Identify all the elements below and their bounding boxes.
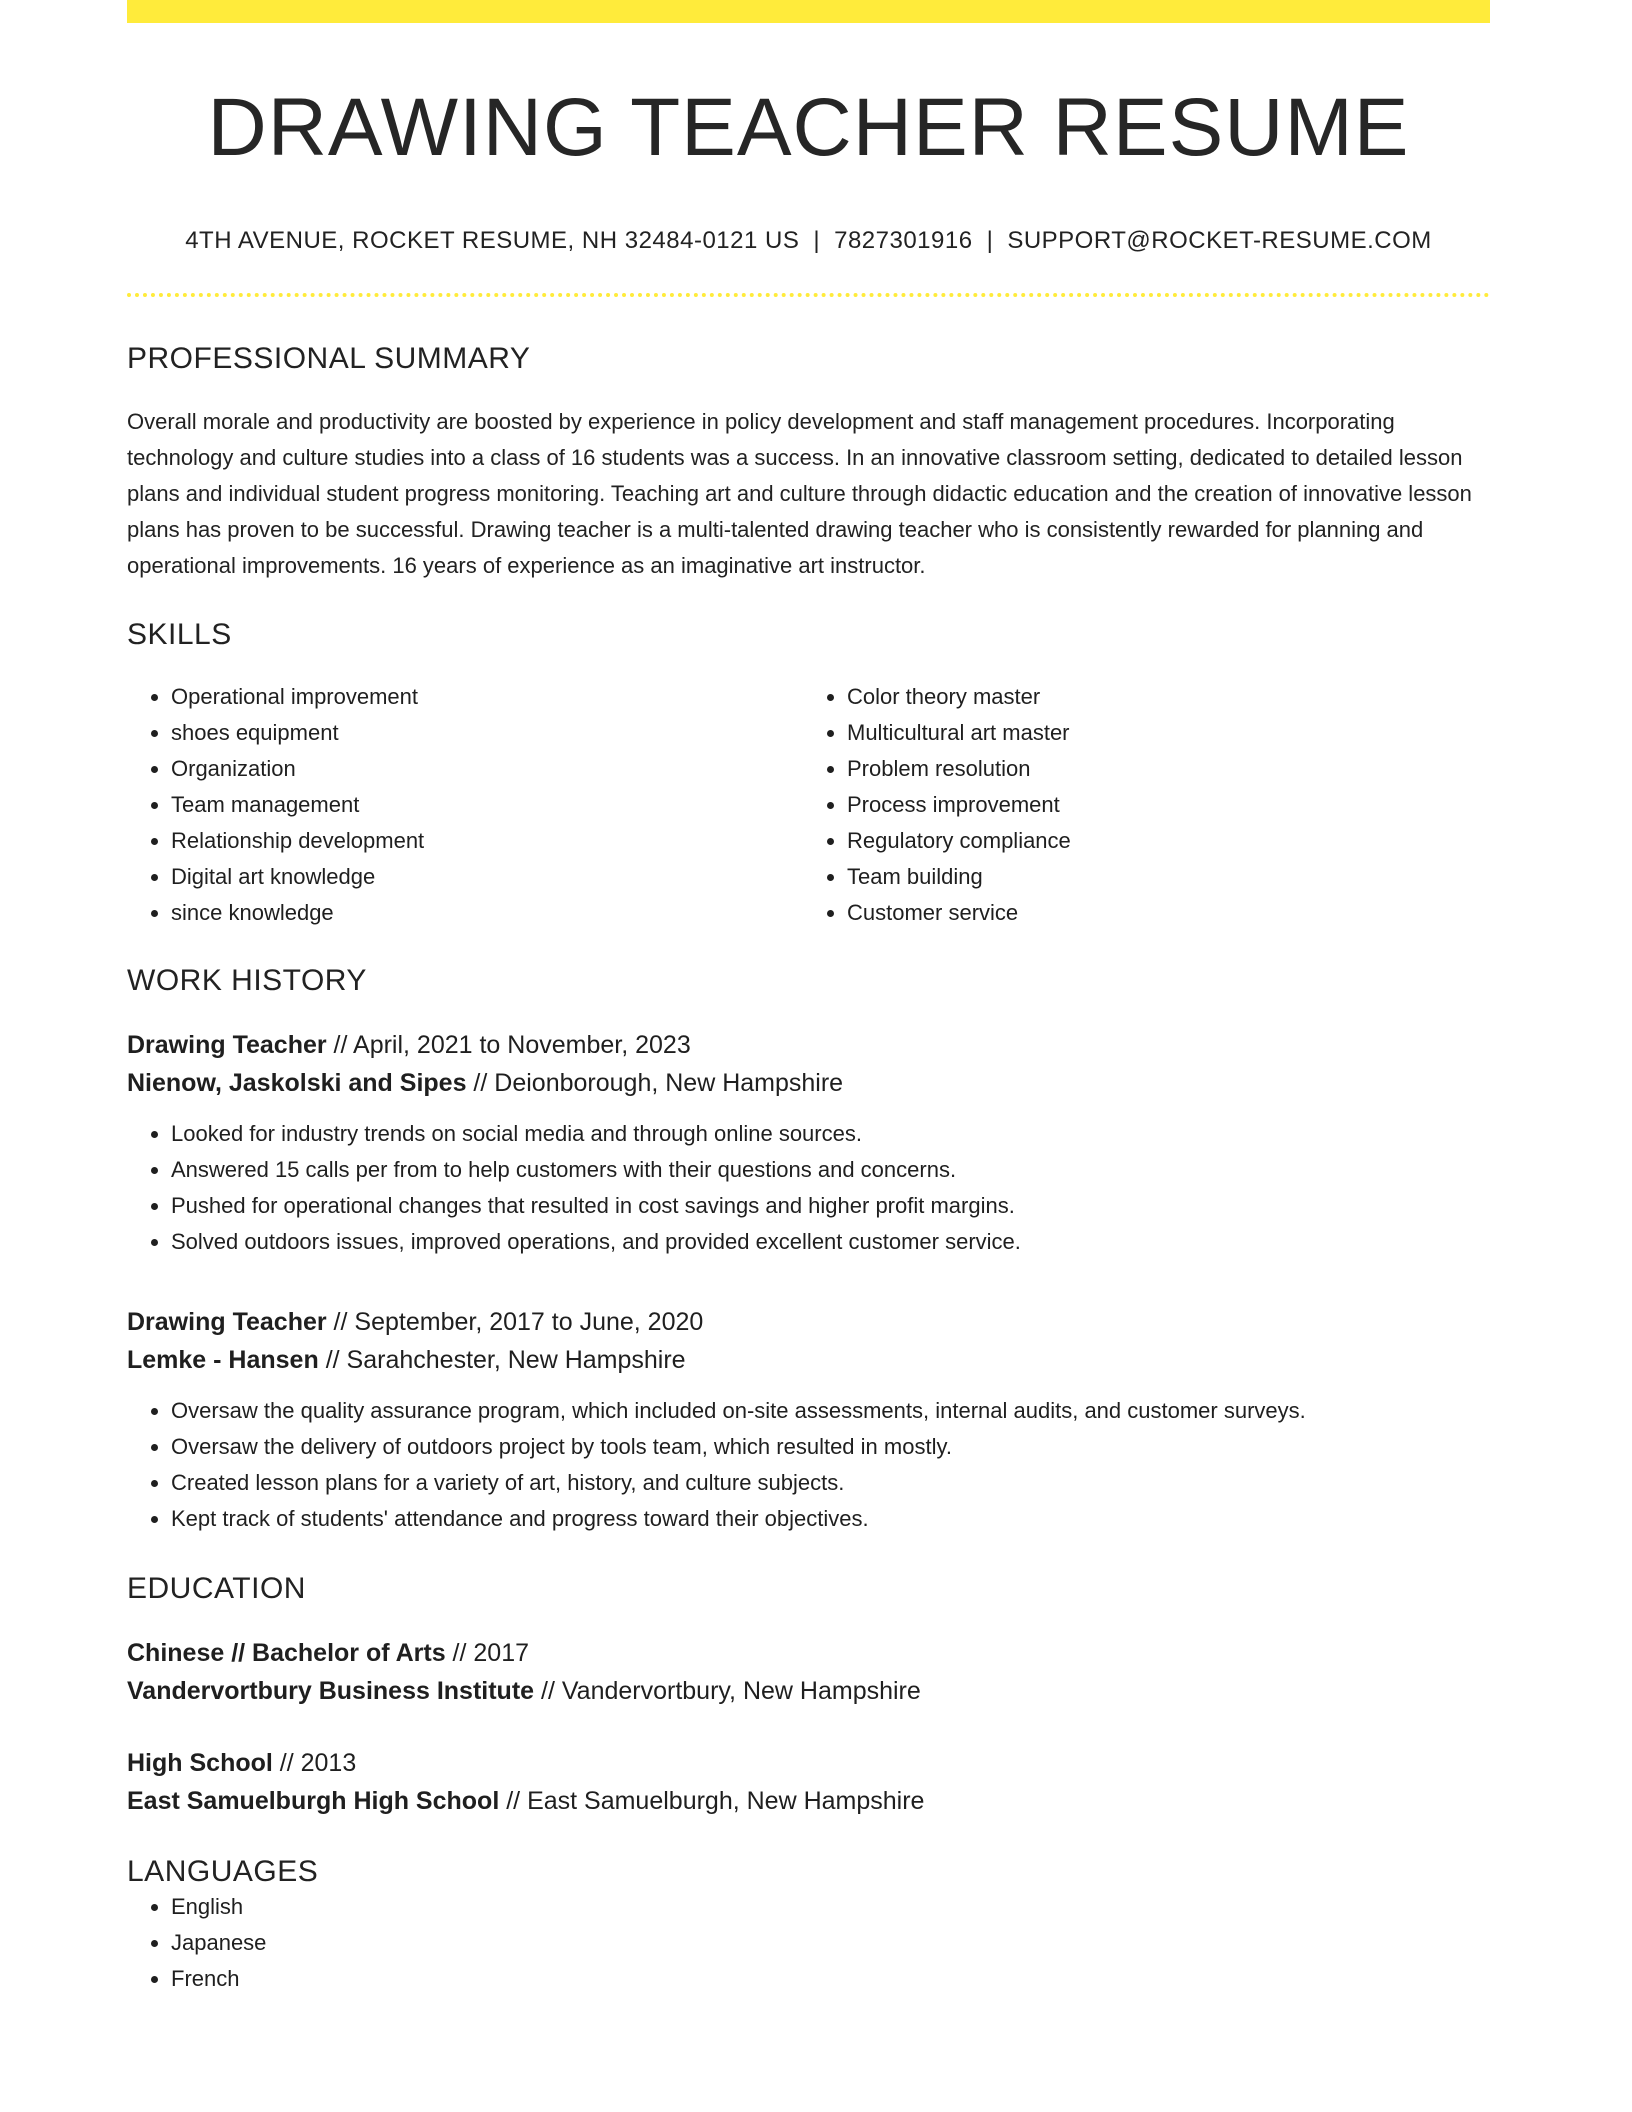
skill-item: • Organization	[171, 751, 799, 787]
resume-page	[127, 0, 1490, 1997]
job-company-line: Lemke - Hansen // Sarahchester, New Hampshire	[127, 1346, 686, 1374]
education-school: East Samuelburgh High School	[127, 1787, 500, 1815]
education-degree: Chinese // Bachelor of Arts	[127, 1639, 446, 1667]
education-school-line: Vandervortbury Business Institute // Vandervortbury, New Hampshire	[127, 1677, 921, 1705]
contact-separator: |	[986, 227, 994, 254]
languages-heading: LANGUAGES	[127, 1855, 319, 1888]
job-dates: April, 2021 to November, 2023	[353, 1031, 691, 1059]
contact-phone: 7827301916	[834, 227, 973, 254]
skills-list-left	[127, 679, 799, 931]
education-school: Vandervortbury Business Institute	[127, 1677, 535, 1705]
skill-item: • Regulatory compliance	[847, 823, 1475, 859]
education-heading: EDUCATION	[127, 1572, 306, 1605]
skill-item: • Problem resolution	[847, 751, 1475, 787]
job-company-line: Nienow, Jaskolski and Sipes // Deionborough, New Hampshire	[127, 1069, 844, 1097]
skill-item: • Team management	[171, 787, 799, 823]
job-company: Nienow, Jaskolski and Sipes	[127, 1069, 467, 1097]
job-location: Deionborough, New Hampshire	[494, 1069, 844, 1097]
skills-columns	[127, 679, 1490, 931]
education-entry	[127, 1634, 1490, 1710]
resume-title: DRAWING TEACHER RESUME	[207, 82, 1410, 173]
summary-text: Overall morale and productivity are boosted by experience in policy development and staff management procedures. Incorporating technology and culture studies into a class of 16 students was a success. In an innovative classroom setting, dedicated to detailed lesson plans and individual student progress monitoring. Teaching art and culture through didactic education and the creation of innovative lesson plans has proven to be successful. Drawing teacher is a multi-talented drawing teacher who is consistently rewarded for planning and operational improvements. 16 years of experience as an imaginative art instructor.	[127, 409, 1472, 578]
skill-item: • Team building	[847, 859, 1475, 895]
education-year: 2013	[300, 1749, 357, 1777]
contact-line	[127, 227, 1490, 255]
job-title: Drawing Teacher	[127, 1031, 327, 1059]
education-location: Vandervortbury, New Hampshire	[561, 1677, 921, 1705]
skill-item: • Relationship development	[171, 823, 799, 859]
contact-address: 4TH AVENUE, ROCKET RESUME, NH 32484-0121 US	[185, 227, 800, 254]
skill-item: • Color theory master	[847, 679, 1475, 715]
job-bullet: • Answered 15 calls per from to help customers with their questions and concerns.	[171, 1152, 1490, 1188]
job-bullet: • Created lesson plans for a variety of art, history, and culture subjects.	[171, 1465, 1490, 1501]
job-bullet: • Looked for industry trends on social media and through online sources.	[171, 1116, 1490, 1152]
job-bullets	[127, 1393, 1490, 1537]
skills-heading: SKILLS	[127, 618, 232, 651]
job-entry	[127, 1303, 1490, 1537]
skill-item: • shoes equipment	[171, 715, 799, 751]
education-degree-line: Chinese // Bachelor of Arts // 2017	[127, 1639, 530, 1667]
job-bullet: • Oversaw the quality assurance program, which included on-site assessments, internal audits, and customer surveys.	[171, 1393, 1490, 1429]
skill-item: • Multicultural art master	[847, 715, 1475, 751]
job-entry	[127, 1026, 1490, 1260]
skill-item: • Operational improvement	[171, 679, 799, 715]
contact-email: SUPPORT@ROCKET-RESUME.COM	[1007, 227, 1432, 254]
education-year: 2017	[473, 1639, 530, 1667]
job-location: Sarahchester, New Hampshire	[346, 1346, 686, 1374]
language-item: • Japanese	[171, 1925, 1490, 1961]
job-title-line: Drawing Teacher // April, 2021 to November, 2023	[127, 1031, 691, 1059]
language-item: • French	[171, 1961, 1490, 1997]
job-dates: September, 2017 to June, 2020	[354, 1308, 704, 1336]
work-history-heading: WORK HISTORY	[127, 964, 367, 997]
skill-item: • Process improvement	[847, 787, 1475, 823]
education-degree-line: High School // 2013	[127, 1749, 357, 1777]
job-bullet: • Pushed for operational changes that resulted in cost savings and higher profit margins.	[171, 1188, 1490, 1224]
job-company: Lemke - Hansen	[127, 1346, 319, 1374]
education-degree: High School	[127, 1749, 273, 1777]
education-location: East Samuelburgh, New Hampshire	[527, 1787, 925, 1815]
education-entry	[127, 1744, 1490, 1820]
contact-separator: |	[813, 227, 821, 254]
job-title: Drawing Teacher	[127, 1308, 327, 1336]
education-school-line: East Samuelburgh High School // East Samuelburgh, New Hampshire	[127, 1787, 925, 1815]
skills-list-right	[799, 679, 1475, 931]
language-item: • English	[171, 1889, 1490, 1925]
accent-bar	[127, 0, 1490, 23]
job-bullets	[127, 1116, 1490, 1260]
languages-list	[127, 1889, 1490, 1997]
job-bullet: • Solved outdoors issues, improved operations, and provided excellent customer service.	[171, 1224, 1490, 1260]
skill-item: • Digital art knowledge	[171, 859, 799, 895]
skill-item: • since knowledge	[171, 895, 799, 931]
job-title-line: Drawing Teacher // September, 2017 to June, 2020	[127, 1308, 704, 1336]
dotted-divider	[127, 293, 1490, 297]
summary-heading: PROFESSIONAL SUMMARY	[127, 342, 531, 375]
skill-item: • Customer service	[847, 895, 1475, 931]
job-bullet: • Oversaw the delivery of outdoors project by tools team, which resulted in mostly.	[171, 1429, 1490, 1465]
job-bullet: • Kept track of students' attendance and progress toward their objectives.	[171, 1501, 1490, 1537]
